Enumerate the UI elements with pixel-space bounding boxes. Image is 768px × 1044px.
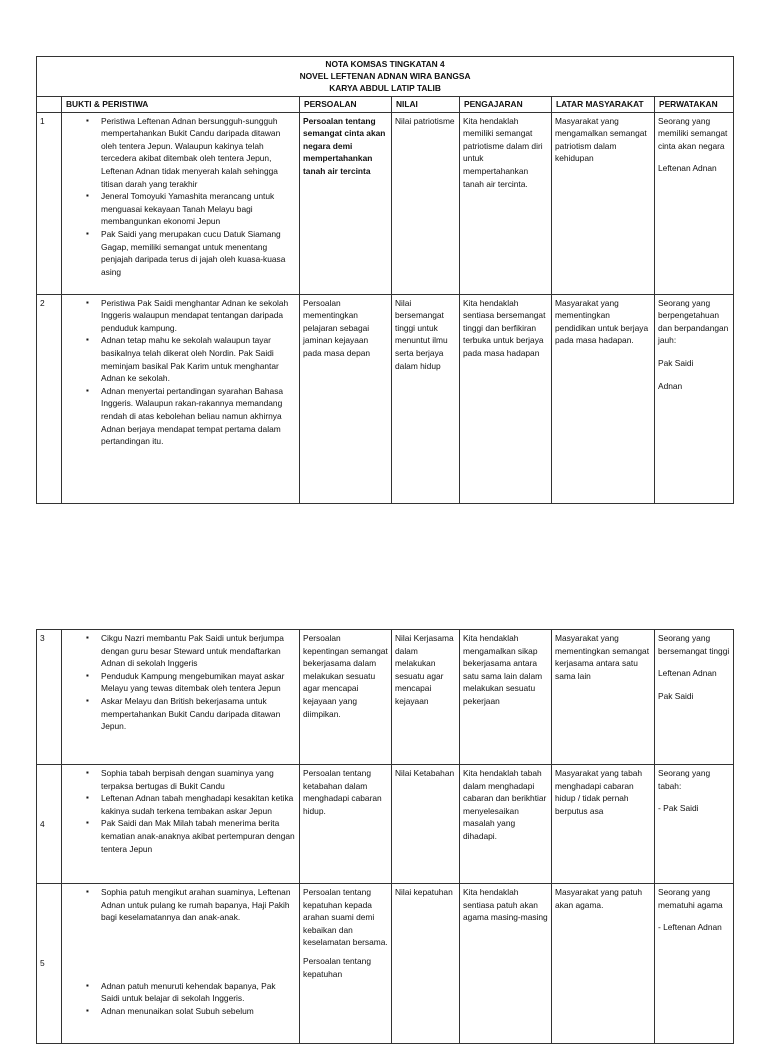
persoalan-cell (300, 884, 392, 1044)
nilai-cell: Nilai bersemangat tinggi untuk menuntut ilmu serta berjaya dalam hidup (392, 294, 460, 503)
notes-table-page-2 (36, 629, 734, 1044)
perwatakan-character: Leftenan Adnan (658, 668, 717, 679)
bukti-cell (62, 112, 300, 294)
persoalan-text-2: Persoalan tentang kepatuhan (303, 956, 371, 979)
list-item: ▪ Sophia patuh mengikut arahan suaminya, Leftenan Adnan untuk pulang ke rumah bapanya, Haji Pakih bagi keselamatannya dan anak-anak. (101, 886, 296, 924)
list-item: ▪ Peristiwa Pak Saidi menghantar Adnan ke sekolah Inggeris walaupun mendapat tentangan daripada penduduk kampung. (101, 297, 296, 335)
header-persoalan: PERSOALAN (300, 97, 392, 113)
table-row (37, 630, 734, 765)
list-item: ▪ Adnan menyertai pertandingan syarahan Bahasa Inggeris. Walaupun rakan-rakannya memandang rendah di atas kebolehan beliau namun akhirnya Adnan berjaya mendapat tempat pertama dalam pertandingan itu. (101, 385, 296, 448)
perwatakan-character: Adnan (658, 380, 683, 391)
persoalan-cell: Persoalan mementingkan pelajaran sebagai jaminan kejayaan pada masa depan (300, 294, 392, 503)
pengajaran-cell: Kita hendaklah sentiasa patuh akan agama masing-masing (460, 884, 552, 1044)
bukti-list (65, 632, 296, 733)
latar-cell: Masyarakat yang mengamalkan semangat patriotism dalam kehidupan (552, 112, 655, 294)
perwatakan-cell (655, 884, 734, 1044)
persoalan-cell: Persoalan kepentingan semangat bekerjasama dalam melakukan sesuatu agar mencapai kejayaan yang diimpikan. (300, 630, 392, 765)
bukti-cell (62, 630, 300, 765)
pengajaran-cell: Kita hendaklah tabah dalam menghadapi cabaran dan berikhtiar menyelesaikan masalah yang dihadapi. (460, 765, 552, 884)
list-item: ▪ Adnan patuh menuruti kehendak bapanya, Pak Saidi untuk belajar di sekolah Inggeris. (101, 980, 296, 1005)
nilai-cell: Nilai patriotisme (392, 112, 460, 294)
latar-cell: Masyarakat yang mementingkan pendidikan untuk berjaya pada masa hadapan. (552, 294, 655, 503)
list-item: ▪ Askar Melayu dan British bekerjasama untuk mempertahankan Bukit Candu daripada ditawan Jepun. (101, 695, 296, 733)
header-bukti: BUKTI & PERISTIWA (62, 97, 300, 113)
persoalan-cell: Persoalan tentang semangat cinta akan negara demi mempertahankan tanah air tercinta (300, 112, 392, 294)
list-item: ▪ Cikgu Nazri membantu Pak Saidi untuk berjumpa dengan guru besar Steward untuk mendaftarkan Adnan di sekolah Inggeris (101, 632, 296, 670)
title-line-3: KARYA ABDUL LATIP TALIB (329, 83, 441, 94)
table-row (37, 112, 734, 294)
row-number: 3 (37, 630, 62, 765)
perwatakan-trait: Seorang yang mematuhi agama (658, 887, 723, 910)
title-line-2: NOVEL LEFTENAN ADNAN WIRA BANGSA (299, 71, 471, 82)
list-item: ▪ Leftenan Adnan tabah menghadapi kesakitan ketika kakinya sudah terkena tembakan askar Jepun (101, 792, 296, 817)
latar-cell: Masyarakat yang tabah menghadapi cabaran hidup / tidak pernah berputus asa (552, 765, 655, 884)
pengajaran-cell: Kita hendaklah memiliki semangat patriotisme dalam diri untuk mempertahankan tanah air tercinta. (460, 112, 552, 294)
perwatakan-trait: Seorang yang memiliki semangat cinta akan negara (658, 115, 728, 151)
pengajaran-cell: Kita hendaklah mengamalkan sikap bekerjasama antara satu sama lain dalam melakukan sesuatu pekerjaan (460, 630, 552, 765)
nilai-cell: Nilai Kerjasama dalam melakukan sesuatu agar mencapai kejayaan (392, 630, 460, 765)
list-item: ▪ Penduduk Kampung mengebumikan mayat askar Melayu yang tewas ditembak oleh tentera Jepun (101, 670, 296, 695)
perwatakan-cell (655, 112, 734, 294)
table-row (37, 294, 734, 503)
perwatakan-trait: Seorang yang bersemangat tinggi (658, 633, 730, 656)
perwatakan-character: - Pak Saidi (658, 803, 699, 814)
perwatakan-cell (655, 765, 734, 884)
pengajaran-cell: Kita hendaklah sentiasa bersemangat tinggi dan berfikiran terbuka untuk berjaya pada masa hadapan (460, 294, 552, 503)
table-row (37, 884, 734, 1044)
row-number: 1 (37, 112, 62, 294)
title-row (37, 57, 734, 97)
list-item: ▪ Pak Saidi yang merupakan cucu Datuk Siamang Gagap, memiliki semangat untuk menentang penjajah daripada terus di jajah oleh kuasa-kuasa asing (101, 228, 296, 278)
perwatakan-cell (655, 630, 734, 765)
table-row (37, 765, 734, 884)
header-number (37, 97, 62, 113)
perwatakan-trait: Seorang yang berpengetahuan dan berpandangan jauh: (658, 297, 729, 346)
list-item: ▪ Sophia tabah berpisah dengan suaminya yang terpaksa bertugas di Bukit Candu (101, 767, 296, 792)
row-number: 5 (37, 884, 62, 1044)
perwatakan-cell (655, 294, 734, 503)
persoalan-text: Persoalan tentang kepatuhan kepada arahan suami demi kebaikan dan keselamatan bersama. (303, 887, 388, 948)
title-line-1: NOTA KOMSAS TINGKATAN 4 (325, 59, 445, 69)
persoalan-cell: Persoalan tentang ketabahan dalam menghadapi cabaran hidup. (300, 765, 392, 884)
notes-table-page-1 (36, 56, 734, 504)
row-number: 2 (37, 294, 62, 503)
header-latar: LATAR MASYARAKAT (552, 97, 655, 113)
perwatakan-character: Pak Saidi (658, 690, 694, 701)
list-item: ▪ Jeneral Tomoyuki Yamashita merancang untuk menguasai kekayaan Tanah Melayu bagi membangunkan ekonomi Jepun (101, 190, 296, 228)
perwatakan-character: Leftenan Adnan (658, 163, 717, 174)
list-item: ▪ Adnan menunaikan solat Subuh sebelum (101, 1005, 296, 1018)
header-perwatakan: PERWATAKAN (655, 97, 734, 113)
latar-cell: Masyarakat yang patuh akan agama. (552, 884, 655, 1044)
bukti-list (65, 115, 296, 279)
row-number: 4 (37, 765, 62, 884)
bukti-cell (62, 294, 300, 503)
bukti-list (65, 767, 296, 855)
nilai-cell: Nilai kepatuhan (392, 884, 460, 1044)
list-item: ▪ Pak Saidi dan Mak Milah tabah menerima berita kematian anak-anaknya akibat pertempuran dengan tentera Jepun (101, 817, 296, 855)
perwatakan-trait: Seorang yang tabah: (658, 768, 711, 791)
list-item: ▪ Peristiwa Leftenan Adnan bersungguh-sungguh mempertahankan Bukit Candu daripada ditawan oleh tentera Jepun. Walaupun kakinya telah tercedera akibat ditembak oleh tentera Jepun, Leftenan Adnan tidak menyerah kalah sehingga titisan darah yang terakhir (101, 115, 296, 191)
header-nilai: NILAI (392, 97, 460, 113)
nilai-cell: Nilai Ketabahan (392, 765, 460, 884)
perwatakan-character: - Leftenan Adnan (658, 922, 722, 933)
document-title (37, 57, 734, 97)
list-item: ▪ Adnan tetap mahu ke sekolah walaupun tayar basikalnya telah dikerat oleh Nordin. Pak Saidi meminjam basikal Pak Karim untuk menghantar Adnan ke sekolah. (101, 334, 296, 384)
latar-cell: Masyarakat yang mementingkan semangat kerjasama antara satu sama lain (552, 630, 655, 765)
bukti-cell (62, 765, 300, 884)
bukti-cell (62, 884, 300, 1044)
header-pengajaran: PENGAJARAN (460, 97, 552, 113)
column-header-row (37, 97, 734, 113)
bukti-list (65, 886, 296, 1018)
bukti-list (65, 297, 296, 448)
perwatakan-character: Pak Saidi (658, 358, 694, 369)
